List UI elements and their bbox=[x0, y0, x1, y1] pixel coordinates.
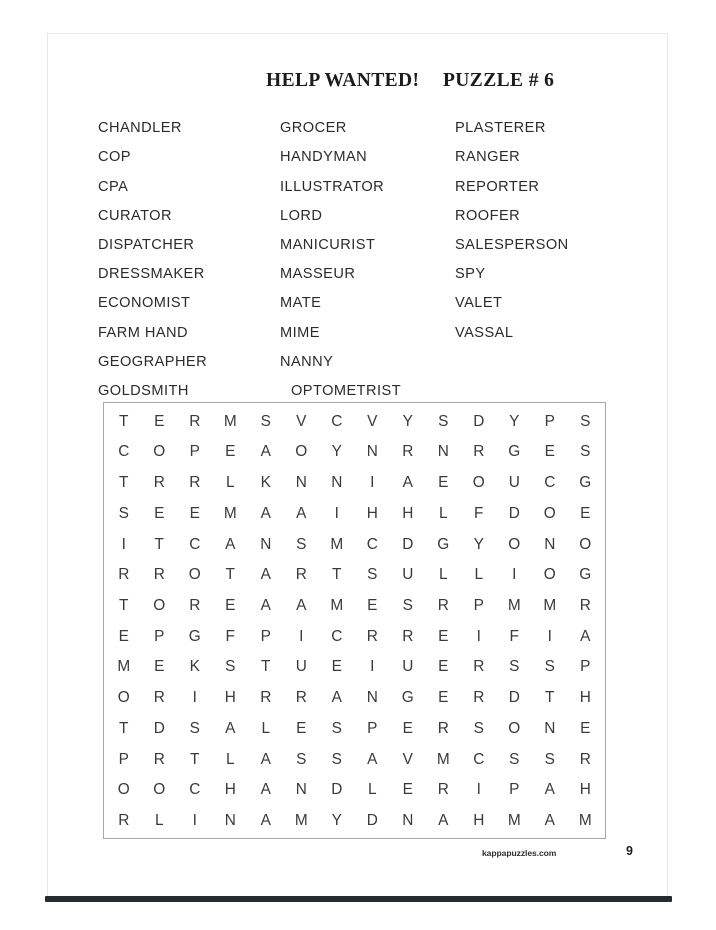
grid-cell[interactable]: L bbox=[154, 811, 164, 829]
grid-cell[interactable]: G bbox=[508, 443, 521, 461]
grid-cell[interactable]: I bbox=[547, 627, 552, 645]
grid-cell[interactable]: A bbox=[331, 689, 342, 707]
grid-cell[interactable]: C bbox=[331, 412, 343, 430]
word-search-grid-box[interactable] bbox=[103, 402, 606, 839]
grid-cell[interactable]: N bbox=[544, 535, 556, 553]
grid-cell[interactable]: T bbox=[119, 412, 129, 430]
word-list-item[interactable]: FARM HAND bbox=[98, 324, 188, 341]
grid-cell[interactable]: A bbox=[260, 781, 271, 799]
grid-cell[interactable]: M bbox=[223, 504, 237, 522]
grid-cell[interactable]: H bbox=[366, 504, 378, 522]
grid-cell[interactable]: C bbox=[544, 474, 556, 492]
grid-cell[interactable]: R bbox=[118, 811, 130, 829]
grid-cell[interactable]: E bbox=[154, 504, 165, 522]
page-number: 9 bbox=[626, 844, 633, 858]
grid-cell[interactable]: Y bbox=[402, 412, 413, 430]
grid-cell[interactable]: S bbox=[118, 504, 129, 522]
grid-cell[interactable]: V bbox=[367, 412, 378, 430]
word-list-column-3 bbox=[455, 114, 569, 348]
grid-cell[interactable]: E bbox=[225, 443, 236, 461]
word-list-item[interactable]: SALESPERSON bbox=[455, 237, 569, 254]
grid-cell[interactable]: M bbox=[578, 811, 592, 829]
grid-cell[interactable]: F bbox=[474, 504, 484, 522]
grid-cell[interactable]: R bbox=[189, 596, 201, 614]
puzzle-page bbox=[47, 33, 668, 899]
grid-cell[interactable]: H bbox=[579, 781, 591, 799]
puzzle-number-label: PUZZLE # 6 bbox=[443, 70, 555, 91]
page-header bbox=[48, 70, 669, 96]
grid-cell[interactable]: T bbox=[225, 566, 235, 584]
grid-cell[interactable]: A bbox=[260, 566, 271, 584]
grid-cell[interactable]: V bbox=[402, 750, 413, 768]
grid-cell[interactable]: R bbox=[295, 689, 307, 707]
grid-cell[interactable]: O bbox=[543, 566, 556, 584]
grid-cell[interactable]: M bbox=[330, 596, 344, 614]
grid-cell[interactable]: E bbox=[154, 658, 165, 676]
grid-cell[interactable]: D bbox=[508, 504, 520, 522]
grid-cell[interactable]: A bbox=[580, 627, 591, 645]
grid-cell[interactable]: K bbox=[260, 474, 271, 492]
word-list bbox=[48, 114, 669, 414]
grid-cell[interactable]: P bbox=[367, 719, 378, 737]
grid-cell[interactable]: S bbox=[331, 750, 342, 768]
grid-cell[interactable]: S bbox=[296, 535, 307, 553]
grid-cell[interactable]: I bbox=[192, 689, 197, 707]
grid-cell[interactable]: A bbox=[544, 781, 555, 799]
word-list-item[interactable]: REPORTER bbox=[455, 178, 540, 195]
grid-cell[interactable]: Y bbox=[473, 535, 484, 553]
grid-cell[interactable]: T bbox=[261, 658, 271, 676]
grid-cell[interactable]: G bbox=[188, 627, 201, 645]
grid-cell[interactable]: L bbox=[225, 474, 235, 492]
grid-cell[interactable]: S bbox=[580, 412, 591, 430]
grid-cell[interactable]: O bbox=[188, 566, 201, 584]
grid-cell[interactable]: A bbox=[402, 474, 413, 492]
grid-cell[interactable]: O bbox=[153, 781, 166, 799]
grid-cell[interactable]: G bbox=[579, 566, 592, 584]
word-list-item[interactable]: RANGER bbox=[455, 149, 521, 166]
grid-cell[interactable]: S bbox=[225, 658, 236, 676]
grid-cell[interactable]: C bbox=[189, 781, 201, 799]
grid-cell[interactable]: U bbox=[295, 658, 307, 676]
word-list-item[interactable]: NANNY bbox=[280, 353, 334, 370]
grid-cell[interactable]: R bbox=[189, 474, 201, 492]
word-list-item[interactable]: GEOGRAPHER bbox=[98, 353, 208, 370]
grid-cell[interactable]: I bbox=[334, 504, 339, 522]
grid-cell[interactable]: S bbox=[544, 658, 555, 676]
grid-cell[interactable]: C bbox=[331, 627, 343, 645]
grid-cell[interactable]: H bbox=[579, 689, 591, 707]
grid-cell[interactable]: N bbox=[224, 811, 236, 829]
grid-cell[interactable]: A bbox=[438, 811, 449, 829]
grid-cell[interactable]: R bbox=[118, 566, 130, 584]
grid-cell[interactable]: O bbox=[472, 474, 485, 492]
word-list-column-2 bbox=[280, 114, 401, 406]
word-list-item[interactable]: GROCER bbox=[280, 120, 347, 137]
grid-cell[interactable]: A bbox=[296, 596, 307, 614]
grid-cell[interactable]: D bbox=[153, 719, 165, 737]
grid-cell[interactable]: C bbox=[366, 535, 378, 553]
grid-cell[interactable]: A bbox=[260, 811, 271, 829]
grid-cell[interactable]: O bbox=[543, 504, 556, 522]
grid-cell[interactable]: R bbox=[473, 443, 485, 461]
grid-cell[interactable]: Y bbox=[331, 811, 342, 829]
word-list-item[interactable]: ROOFER bbox=[455, 207, 521, 224]
word-list-item[interactable]: PLASTERER bbox=[455, 120, 546, 137]
grid-cell[interactable]: U bbox=[402, 658, 414, 676]
grid-cell[interactable]: A bbox=[260, 750, 271, 768]
grid-cell[interactable]: M bbox=[294, 811, 308, 829]
grid-cell[interactable]: I bbox=[370, 474, 375, 492]
grid-cell[interactable]: E bbox=[402, 719, 413, 737]
grid-cell[interactable]: P bbox=[509, 781, 520, 799]
grid-cell[interactable]: C bbox=[473, 750, 485, 768]
grid-cell[interactable]: C bbox=[189, 535, 201, 553]
grid-cell[interactable]: R bbox=[579, 750, 591, 768]
grid-cell[interactable]: S bbox=[260, 412, 271, 430]
grid-cell[interactable]: R bbox=[153, 474, 165, 492]
grid-cell[interactable]: S bbox=[331, 719, 342, 737]
word-list-item[interactable]: MANICURIST bbox=[280, 237, 376, 254]
grid-cell[interactable]: A bbox=[225, 719, 236, 737]
grid-cell[interactable]: O bbox=[153, 443, 166, 461]
grid-cell[interactable]: A bbox=[260, 596, 271, 614]
grid-cell[interactable]: U bbox=[402, 566, 414, 584]
grid-cell[interactable]: R bbox=[402, 627, 414, 645]
grid-cell[interactable]: T bbox=[545, 689, 555, 707]
word-list-item[interactable]: CHANDLER bbox=[98, 120, 182, 137]
grid-cell[interactable]: I bbox=[476, 627, 481, 645]
page-bottom-edge-bar bbox=[45, 896, 672, 902]
grid-cell[interactable]: P bbox=[118, 750, 129, 768]
grid-cell[interactable]: I bbox=[476, 781, 481, 799]
grid-cell[interactable]: E bbox=[118, 627, 129, 645]
word-list-item[interactable]: VALET bbox=[455, 295, 503, 312]
grid-cell[interactable]: A bbox=[544, 811, 555, 829]
word-list-item[interactable]: MIME bbox=[280, 324, 320, 341]
grid-cell[interactable]: E bbox=[580, 719, 591, 737]
grid-cell[interactable]: S bbox=[367, 566, 378, 584]
grid-cell[interactable]: F bbox=[225, 627, 235, 645]
grid-cell[interactable]: T bbox=[332, 566, 342, 584]
grid-cell[interactable]: E bbox=[544, 443, 555, 461]
word-list-item[interactable]: CURATOR bbox=[98, 207, 172, 224]
grid-cell[interactable]: P bbox=[154, 627, 165, 645]
grid-cell[interactable]: T bbox=[119, 596, 129, 614]
grid-cell[interactable]: L bbox=[474, 566, 484, 584]
grid-cell[interactable]: C bbox=[118, 443, 130, 461]
grid-cell[interactable]: E bbox=[580, 504, 591, 522]
grid-cell[interactable]: M bbox=[330, 535, 344, 553]
grid-cell[interactable]: P bbox=[260, 627, 271, 645]
word-list-item[interactable]: OPTOMETRIST bbox=[291, 382, 402, 399]
grid-cell[interactable]: Y bbox=[331, 443, 342, 461]
grid-cell[interactable]: U bbox=[508, 474, 520, 492]
grid-cell[interactable]: I bbox=[121, 535, 126, 553]
grid-cell[interactable]: N bbox=[331, 474, 343, 492]
grid-cell[interactable]: E bbox=[438, 689, 449, 707]
grid-cell[interactable]: S bbox=[402, 596, 413, 614]
grid-cell[interactable]: L bbox=[225, 750, 235, 768]
grid-cell[interactable]: D bbox=[402, 535, 414, 553]
grid-cell[interactable]: R bbox=[189, 412, 201, 430]
grid-cell[interactable]: E bbox=[225, 596, 236, 614]
grid-cell[interactable]: S bbox=[580, 443, 591, 461]
grid-cell[interactable]: O bbox=[508, 719, 521, 737]
grid-cell[interactable]: T bbox=[154, 535, 164, 553]
word-list-column-1 bbox=[98, 114, 207, 406]
grid-cell[interactable]: E bbox=[154, 412, 165, 430]
grid-cell[interactable]: D bbox=[473, 412, 485, 430]
word-list-item[interactable]: VASSAL bbox=[455, 324, 514, 341]
grid-cell[interactable]: R bbox=[402, 443, 414, 461]
grid-cell[interactable]: O bbox=[153, 596, 166, 614]
grid-cell[interactable]: N bbox=[260, 535, 272, 553]
grid-cell[interactable]: F bbox=[509, 627, 519, 645]
grid-cell[interactable]: S bbox=[438, 412, 449, 430]
grid-cell[interactable]: O bbox=[295, 443, 308, 461]
grid-cell[interactable]: R bbox=[153, 689, 165, 707]
grid-cell[interactable]: L bbox=[261, 719, 271, 737]
grid-cell[interactable]: R bbox=[437, 719, 449, 737]
grid-cell[interactable]: S bbox=[509, 750, 520, 768]
word-list-item[interactable]: SPY bbox=[455, 266, 486, 283]
grid-cell[interactable]: R bbox=[260, 689, 272, 707]
grid-cell[interactable]: O bbox=[579, 535, 592, 553]
grid-cell[interactable]: T bbox=[190, 750, 200, 768]
grid-cell[interactable]: N bbox=[544, 719, 556, 737]
grid-cell[interactable]: I bbox=[370, 658, 375, 676]
grid-cell[interactable]: T bbox=[119, 719, 129, 737]
grid-cell[interactable]: L bbox=[438, 504, 448, 522]
grid-cell[interactable]: M bbox=[507, 811, 521, 829]
grid-cell[interactable]: E bbox=[367, 596, 378, 614]
grid-cell[interactable]: L bbox=[438, 566, 448, 584]
grid-cell[interactable]: E bbox=[189, 504, 200, 522]
grid-cell[interactable]: I bbox=[299, 627, 304, 645]
grid-cell[interactable]: N bbox=[437, 443, 449, 461]
word-list-item[interactable]: GOLDSMITH bbox=[98, 382, 189, 399]
grid-cell[interactable]: S bbox=[296, 750, 307, 768]
word-list-item[interactable]: MATE bbox=[280, 295, 322, 312]
grid-cell[interactable]: R bbox=[295, 566, 307, 584]
grid-cell[interactable]: M bbox=[543, 596, 557, 614]
grid-cell[interactable]: R bbox=[153, 750, 165, 768]
grid-cell[interactable]: H bbox=[402, 504, 414, 522]
grid-cell[interactable]: N bbox=[295, 474, 307, 492]
grid-cell[interactable]: O bbox=[117, 781, 130, 799]
grid-cell[interactable]: I bbox=[192, 811, 197, 829]
grid-cell[interactable]: O bbox=[117, 689, 130, 707]
grid-cell[interactable]: M bbox=[507, 596, 521, 614]
grid-cell[interactable]: N bbox=[366, 443, 378, 461]
grid-cell[interactable]: S bbox=[473, 719, 484, 737]
grid-cell[interactable]: K bbox=[189, 658, 200, 676]
grid-cell[interactable]: S bbox=[544, 750, 555, 768]
grid-cell[interactable]: E bbox=[438, 658, 449, 676]
grid-cell[interactable]: S bbox=[189, 719, 200, 737]
grid-cell[interactable]: I bbox=[512, 566, 517, 584]
grid-cell[interactable]: L bbox=[367, 781, 377, 799]
grid-cell[interactable]: R bbox=[153, 566, 165, 584]
grid-cell[interactable]: A bbox=[296, 504, 307, 522]
grid-cell[interactable]: D bbox=[508, 689, 520, 707]
grid-cell[interactable]: A bbox=[260, 504, 271, 522]
grid-cell[interactable]: E bbox=[402, 781, 413, 799]
grid-cell[interactable]: E bbox=[296, 719, 307, 737]
word-search-grid[interactable] bbox=[104, 403, 605, 838]
grid-cell[interactable]: N bbox=[295, 781, 307, 799]
grid-cell[interactable]: R bbox=[473, 658, 485, 676]
grid-cell[interactable]: N bbox=[402, 811, 414, 829]
puzzle-title: HELP WANTED! bbox=[266, 70, 420, 91]
grid-cell[interactable]: A bbox=[225, 535, 236, 553]
word-list-item[interactable]: LORD bbox=[280, 207, 323, 224]
grid-cell[interactable]: P bbox=[473, 596, 484, 614]
word-list-item[interactable]: DRESSMAKER bbox=[98, 266, 205, 283]
grid-cell[interactable]: T bbox=[119, 474, 129, 492]
word-list-item[interactable]: DISPATCHER bbox=[98, 237, 195, 254]
grid-cell[interactable]: R bbox=[437, 781, 449, 799]
grid-cell[interactable]: P bbox=[544, 412, 555, 430]
grid-cell[interactable]: G bbox=[437, 535, 450, 553]
page-footer bbox=[48, 844, 669, 868]
grid-cell[interactable]: P bbox=[580, 658, 591, 676]
grid-cell[interactable]: E bbox=[438, 474, 449, 492]
grid-cell[interactable]: P bbox=[189, 443, 200, 461]
grid-cell[interactable]: R bbox=[437, 596, 449, 614]
word-list-item[interactable]: ECONOMIST bbox=[98, 295, 191, 312]
word-list-item[interactable]: MASSEUR bbox=[280, 266, 356, 283]
grid-cell[interactable]: M bbox=[117, 658, 131, 676]
grid-cell[interactable]: E bbox=[438, 627, 449, 645]
grid-cell[interactable]: D bbox=[331, 781, 343, 799]
grid-cell[interactable]: H bbox=[224, 689, 236, 707]
grid-cell[interactable]: R bbox=[473, 689, 485, 707]
grid-cell[interactable]: G bbox=[579, 474, 592, 492]
grid-cell[interactable]: S bbox=[509, 658, 520, 676]
grid-cell[interactable]: R bbox=[579, 596, 591, 614]
grid-cell[interactable]: E bbox=[331, 658, 342, 676]
grid-cell[interactable]: N bbox=[366, 689, 378, 707]
grid-cell[interactable]: Y bbox=[509, 412, 520, 430]
word-list-item[interactable]: CPA bbox=[98, 178, 129, 195]
grid-cell[interactable]: H bbox=[224, 781, 236, 799]
word-list-item[interactable]: HANDYMAN bbox=[280, 149, 368, 166]
grid-cell[interactable]: D bbox=[366, 811, 378, 829]
grid-cell[interactable]: G bbox=[401, 689, 414, 707]
grid-cell[interactable]: M bbox=[223, 412, 237, 430]
publisher-credit: kappapuzzles.com bbox=[482, 848, 557, 858]
grid-cell[interactable]: A bbox=[260, 443, 271, 461]
grid-cell[interactable]: M bbox=[436, 750, 450, 768]
grid-cell[interactable]: O bbox=[508, 535, 521, 553]
grid-cell[interactable]: A bbox=[367, 750, 378, 768]
grid-cell[interactable]: R bbox=[366, 627, 378, 645]
grid-cell[interactable]: H bbox=[473, 811, 485, 829]
word-list-item[interactable]: ILLUSTRATOR bbox=[280, 178, 385, 195]
grid-cell[interactable]: V bbox=[296, 412, 307, 430]
word-list-item[interactable]: COP bbox=[98, 149, 131, 166]
